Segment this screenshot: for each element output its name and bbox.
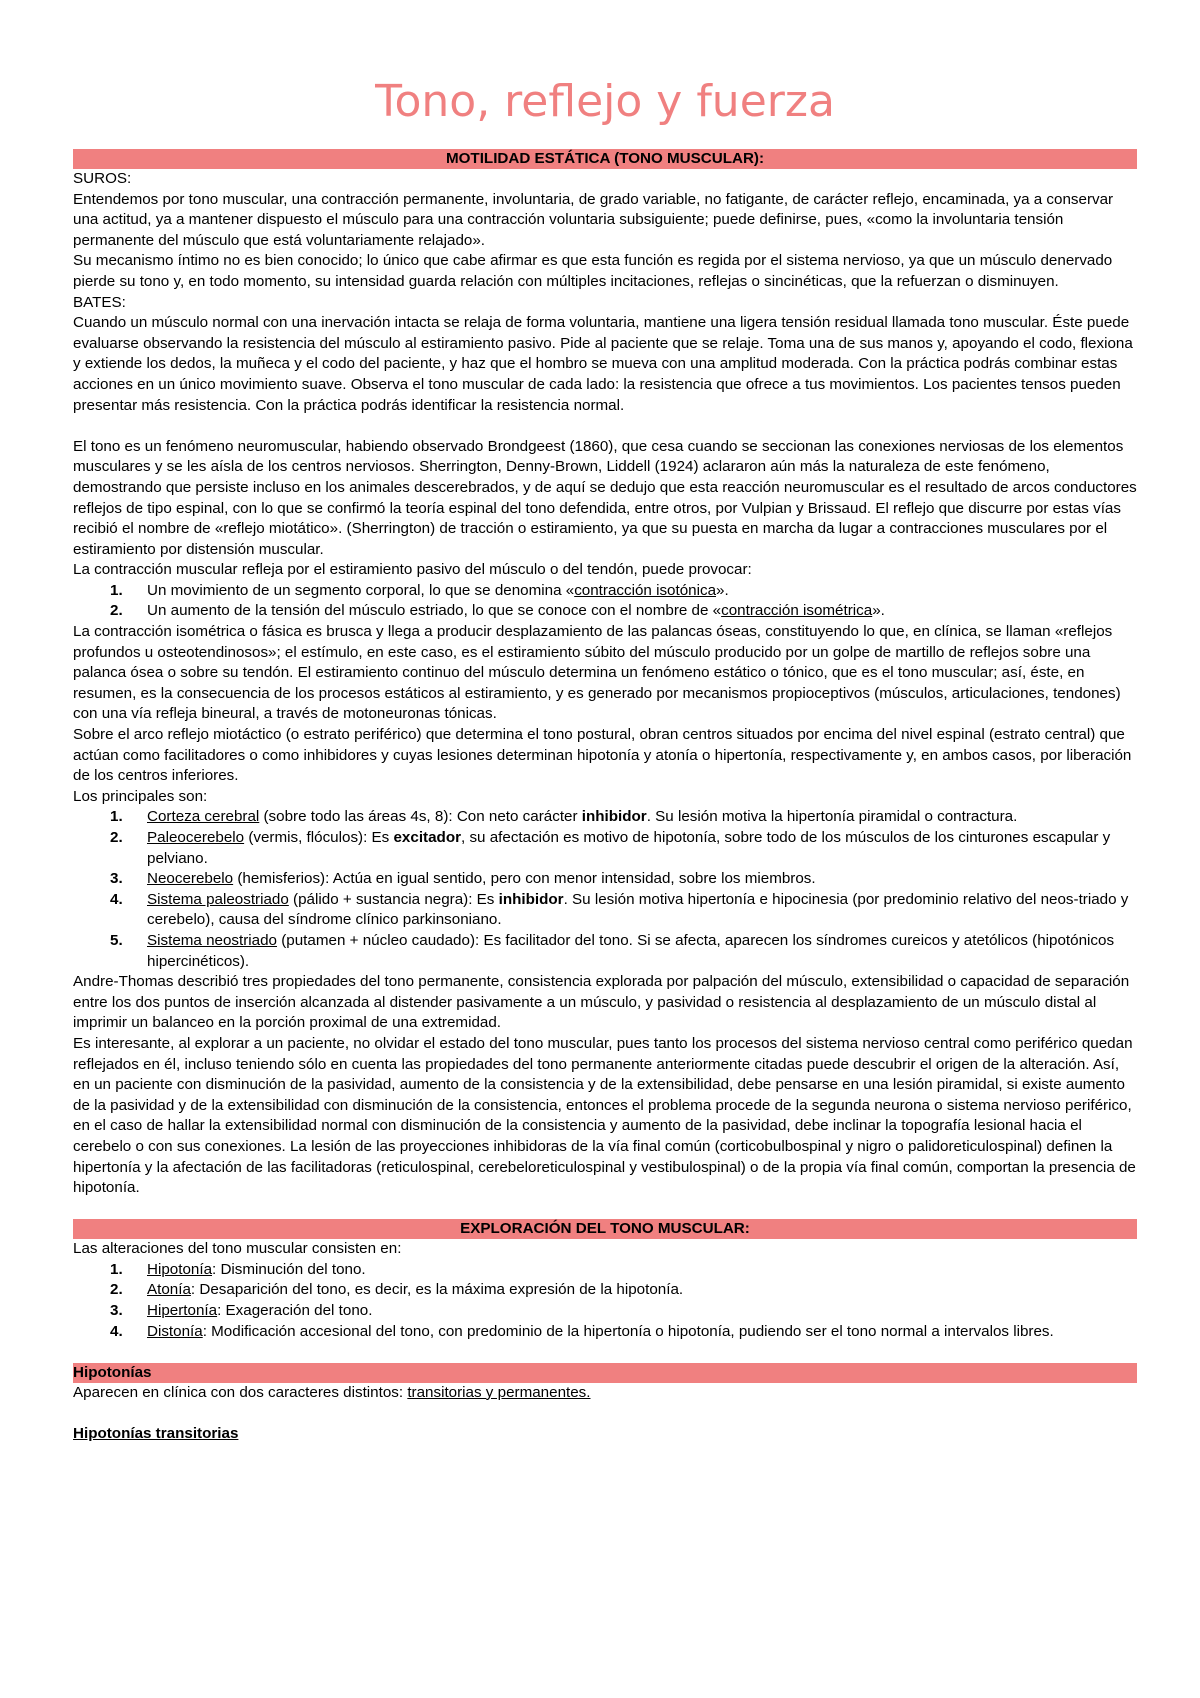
paragraph: Cuando un músculo normal con una inervación intacta se relaja de forma voluntaria, mantiene una ligera tensión residual llamada tono muscular. Éste puede evaluarse observando la resistencia del músculo al estiramiento pasivo. Pide al paciente que se relaje. Toma una de sus manos y, apoyando el codo, flexiona y extiende los dedos, la muñeca y el codo del paciente, y haz que el hombro se mueva con una amplitud moderada. Con la práctica podrás combinar estas acciones en un único movimiento suave. Observa el tono muscular de cada lado: la resistencia que ofrece a tus movimientos. Los pacientes tensos pueden presentar más resistencia. Con la práctica podrás identificar la resistencia normal. <box>73 314 1133 414</box>
list-item <box>73 581 1137 602</box>
term-bold: inhibidor <box>581 808 647 826</box>
list-text: (hemisferios): Actúa en igual sentido, pero con menor intensidad, sobre los miembros. <box>233 870 816 888</box>
paragraph: La contracción isométrica o fásica es brusca y llega a producir desplazamiento de las palancas óseas, constituyendo lo que, en clínica, se llaman «reflejos profundos u osteotendinosos»; el estímulo, en este caso, es el estiramiento súbito del músculo producido por un golpe de martillo de reflejos sobre una palanca ósea o sobre su tendón. El estiramiento continuo del músculo determina un fenómeno estático o tónico, que es el tono muscular; así, éste, en resumen, es la consecuencia de los procesos estáticos al estiramiento, y es generado por mecanismos propioceptivos (músculos, articulaciones, tendones) con una vía refleja bineural, a través de motoneuronas tónicas. <box>73 623 1121 723</box>
section-heading-motilidad: MOTILIDAD ESTÁTICA (TONO MUSCULAR): <box>73 149 1137 169</box>
paragraph-text: Aparecen en clínica con dos caracteres distintos: <box>73 1383 408 1401</box>
bates-label: BATES: <box>73 293 126 311</box>
paragraph: Andre-Thomas describió tres propiedades del tono permanente, consistencia explorada por palpación del músculo, extensibilidad o capacidad de separación entre los dos puntos de inserción alcanzada al distender pasivamente a un músculo, y pasividad o resistencia al desplazamiento de un músculo distal al imprimir un balanceo en la porción proximal de una extremidad. <box>73 973 1130 1032</box>
list-text: : Exageración del tono. <box>217 1302 373 1320</box>
term-label: Distonía <box>147 1322 203 1340</box>
list-item <box>73 1260 1137 1281</box>
section-heading-hipotonias: Hipotonías <box>73 1363 1137 1383</box>
term-label: Corteza cerebral <box>147 808 260 826</box>
term-label: Paleocerebelo <box>147 829 245 846</box>
list-text: (vermis, flóculos): Es <box>244 829 394 846</box>
section-heading-exploracion: EXPLORACIÓN DEL TONO MUSCULAR: <box>73 1219 1137 1239</box>
blank-line <box>73 416 1137 437</box>
list-item <box>73 931 1137 972</box>
alterations-list <box>73 1260 1137 1342</box>
paragraph <box>73 1383 1137 1404</box>
term-label: Hipotonía <box>147 1260 213 1278</box>
list-number: 2. <box>110 829 123 846</box>
paragraph: La contracción muscular refleja por el estiramiento pasivo del músculo o del tendón, puede provocar: <box>73 561 752 579</box>
list-text: . Su lesión motiva hipertonía e hipocinesia (por predominio relativo del neos-triado y cerebelo), causa del síndrome clínico parkinsoniano. <box>147 890 1129 929</box>
list-text: (sobre todo las áreas 4s, 8): Con neto carácter <box>259 808 582 826</box>
list-number: 4. <box>110 890 123 908</box>
term-label: Sistema neostriado <box>147 931 278 949</box>
list-number: 5. <box>110 931 123 949</box>
list-text: Un aumento de la tensión del músculo estriado, lo que se conoce con el nombre de « <box>147 602 722 620</box>
term-label: Neocerebelo <box>147 870 234 888</box>
list-item <box>73 1322 1137 1343</box>
list-number: 1. <box>110 581 123 599</box>
document-title: Tono, reflejo y fuerza <box>375 76 835 127</box>
paragraph: Sobre el arco reflejo miotáctico (o estrato periférico) que determina el tono postural, obran centros situados por encima del nivel espinal (estrato central) que actúan como facilitadores o como inhibidores y cuyas lesiones determinan hipotonía y atonía o hipertonía, respectivamente y, en ambos casos, por liberación de los centros inferiores. <box>73 726 1132 785</box>
document-body <box>73 149 1137 1445</box>
blank-line <box>73 1403 1137 1424</box>
list-number: 3. <box>110 1302 123 1320</box>
paragraph: Los principales son: <box>73 787 208 805</box>
blank-line <box>73 1342 1137 1363</box>
suros-label: SUROS: <box>73 170 132 187</box>
contraction-list <box>73 581 1137 622</box>
paragraph: Entendemos por tono muscular, una contracción permanente, involuntaria, de grado variable, no fatigante, de carácter reflejo, encaminada, ya a conservar una actitud, ya a mantener dispuesto el músculo para una contracción voluntaria subsiguiente; puede definirse, pues, «como la involuntaria tensión permanente del músculo que está voluntariamente relajado». <box>73 190 1114 249</box>
centers-list <box>73 807 1137 972</box>
underlined-text: transitorias y permanentes. <box>407 1383 591 1401</box>
paragraph: Es interesante, al explorar a un paciente, no olvidar el estado del tono muscular, pues tanto los procesos del sistema nervioso central como periférico quedan reflejados en él, incluso teniendo sólo en cuenta las propiedades del tono permanente anteriormente citadas puede descubrir el origen de la alteración. Así, en un paciente con disminución de la pasividad, aumento de la consistencia y de la extensibilidad, debe pensarse en una lesión piramidal, si existe aumento de la pasividad y de la extensibilidad con disminución de la consistencia, entonces el problema procede de la segunda neurona o sistema nervioso periférico, en el caso de hallar la extensibilidad normal con disminución de la consistencia y aumento de la pasividad, debe inclinar la topografía lesional hacia el cerebelo o con sus conexiones. La lesión de las proyecciones inhibidoras de la vía final común (corticobulbospinal y nigro o palidoreticulospinal) definen la hipertonía y la afectación de las facilitadoras (reticulospinal, cerebeloreticulospinal y vestibulospinal) o de la propia vía final común, comportan la presencia de hipotonía. <box>73 1034 1136 1197</box>
list-text: : Modificación accesional del tono, con predominio de la hipertonía o hipotonía, pudiendo ser el tono normal a intervalos libres. <box>202 1322 1054 1340</box>
paragraph: El tono es un fenómeno neuromuscular, habiendo observado Brondgeest (1860), que cesa cuando se seccionan las conexiones nerviosas de los elementos musculares y se les aísla de los centros nerviosos. Sherrington, Denny-Brown, Liddell (1924) aclararon aún más la naturaleza de este fenómeno, demostrando que persiste incluso en los animales descerebrados, y de aquí se dedujo que esta reacción neuromuscular es el resultado de arcos conductores reflejos de tipo espinal, con lo que se confirmó la teoría espinal del tono defendida, entre otros, por Vulpian y Brissaud. El reflejo que discurre por estas vías recibió el nombre de «reflejo miotático». (Sherrington) de tracción o estiramiento, ya que su puesta en marcha da lugar a contracciones musculares por el estiramiento por distensión muscular. <box>73 437 1137 558</box>
list-text: . Su lesión motiva la hipertonía piramidal o contractura. <box>646 808 1018 826</box>
list-number: 2. <box>110 1281 123 1299</box>
blank-line <box>73 1199 1137 1220</box>
term-link: contracción isométrica <box>721 602 873 620</box>
list-item <box>73 1280 1137 1301</box>
list-text: Un movimiento de un segmento corporal, lo que se denomina « <box>147 581 575 599</box>
term-label: Hipertonía <box>147 1302 218 1320</box>
paragraph: Las alteraciones del tono muscular consisten en: <box>73 1240 402 1258</box>
list-number: 2. <box>110 602 123 620</box>
list-number: 4. <box>110 1322 123 1340</box>
list-text: : Disminución del tono. <box>212 1260 366 1278</box>
term-label: Atonía <box>147 1281 191 1299</box>
list-text: (putamen + núcleo caudado): Es facilitador del tono. Si se afecta, aparecen los síndromes cureicos y atetólicos (hipotónicos hipercinéticos). <box>147 931 1115 970</box>
list-item <box>73 601 1137 622</box>
list-item <box>73 807 1137 828</box>
subheading-hipotonias-transitorias: Hipotonías transitorias <box>73 1425 239 1443</box>
list-text: , su afectación es motivo de hipotonía, sobre todo de los músculos de los cinturones escapular y pelviano. <box>147 829 1111 867</box>
list-text: (pálido + sustancia negra): Es <box>288 890 499 908</box>
list-text: : Desaparición del tono, es decir, es la máxima expresión de la hipotonía. <box>190 1281 684 1299</box>
term-bold: inhibidor <box>498 890 564 908</box>
list-item <box>73 890 1137 931</box>
list-number: 1. <box>110 808 123 826</box>
list-number: 1. <box>110 1260 123 1278</box>
term-label: Sistema paleostriado <box>147 890 289 908</box>
list-text: ». <box>716 581 729 599</box>
list-item <box>73 828 1137 869</box>
list-number: 3. <box>110 870 123 888</box>
term-bold: excitador <box>393 829 462 846</box>
paragraph: Su mecanismo íntimo no es bien conocido; lo único que cabe afirmar es que esta función es regida por el sistema nervioso, ya que un músculo denervado pierde su tono y, en todo momento, su intensidad guarda relación con múltiples incitaciones, reflejas o sincinéticas, que la refuerzan o disminuyen. <box>73 252 1113 290</box>
term-link: contracción isotónica <box>574 581 717 599</box>
list-item <box>73 1301 1137 1322</box>
list-item <box>73 869 1137 890</box>
list-text: ». <box>872 602 885 620</box>
